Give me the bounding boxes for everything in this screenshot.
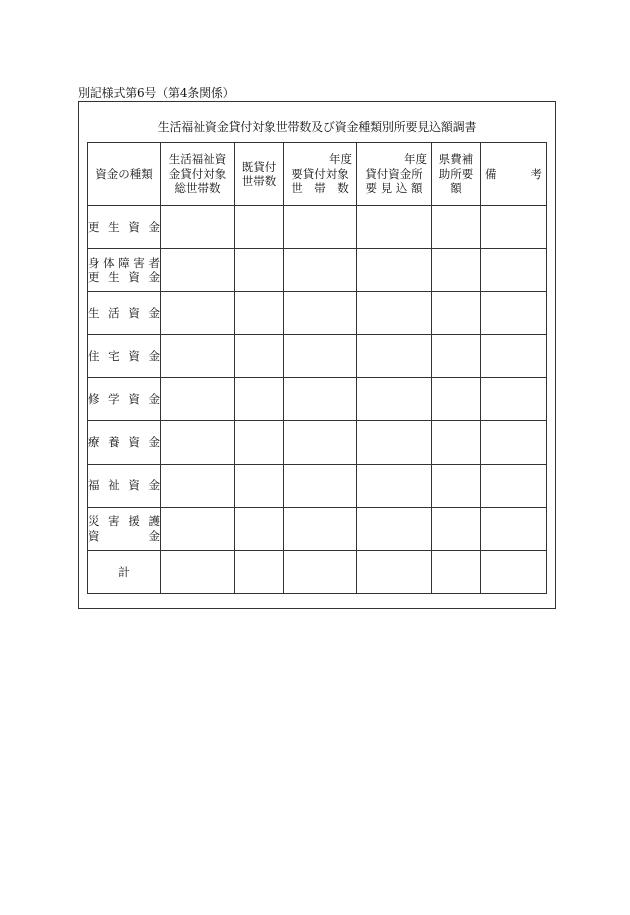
form-number-label: 別記様式第6号（第4条関係） [78,86,235,100]
char: 金 [148,305,160,320]
input-cell[interactable] [432,550,481,593]
char: 養 [108,435,120,450]
input-cell[interactable] [481,550,547,593]
input-cell[interactable] [284,206,357,249]
input-cell[interactable] [161,249,235,292]
input-cell[interactable] [235,206,284,249]
fund-row [88,206,547,249]
char: 金 [148,435,160,450]
fund-row [88,507,547,550]
header-year-funds-estimate: 年度 貸付資金所 要 見 込 額 [357,143,432,206]
input-cell[interactable] [481,507,547,550]
fund-type-label [88,507,161,550]
input-cell[interactable] [235,335,284,378]
header-total-households: 生活福祉資 金貸付対象 総世帯数 [161,143,235,206]
input-cell[interactable] [235,550,284,593]
fund-type-label [88,464,161,507]
input-cell[interactable] [481,249,547,292]
input-cell[interactable] [481,378,547,421]
input-cell[interactable] [357,507,432,550]
input-cell[interactable] [235,421,284,464]
char: 祉 [108,478,120,493]
input-cell[interactable] [235,249,284,292]
input-cell[interactable] [357,550,432,593]
total-label: 計 [88,550,161,593]
input-cell[interactable] [357,378,432,421]
char: 修 [88,392,100,407]
input-cell[interactable] [481,335,547,378]
char: 学 [108,392,120,407]
header-existing-households: 既貸付 世帯数 [235,143,284,206]
fund-type-line [88,514,160,529]
input-cell[interactable] [357,464,432,507]
input-cell[interactable] [481,464,547,507]
char: 生 [88,305,100,320]
char: 療 [88,435,100,450]
char: 資 [128,392,140,407]
fund-type-line [88,478,160,493]
char: 生 [108,270,120,285]
char: 害 [108,514,120,529]
header-year-required-households: 年度 要貸付対象 世 帯 数 [284,143,357,206]
input-cell[interactable] [284,249,357,292]
char: 金 [148,528,160,543]
input-cell[interactable] [284,292,357,335]
input-cell[interactable] [284,464,357,507]
input-cell[interactable] [161,507,235,550]
input-cell[interactable] [481,206,547,249]
char: 体 [103,255,115,270]
char: 活 [108,305,120,320]
form-frame [78,101,556,609]
char: 資 [128,478,140,493]
char: 障 [118,255,130,270]
document-title: 生活福祉資金貸付対象世帯数及び資金種類別所要見込額調書 [157,120,477,134]
fund-type-label [88,335,161,378]
input-cell[interactable] [235,507,284,550]
fund-row [88,378,547,421]
char: 資 [88,528,100,543]
char: 金 [148,392,160,407]
header-remarks: 備 考 [481,143,547,206]
char: 金 [148,478,160,493]
fund-row [88,464,547,507]
fund-type-line [88,529,160,544]
input-cell[interactable] [357,292,432,335]
fund-type-line [88,392,160,407]
input-cell[interactable] [284,507,357,550]
input-cell[interactable] [432,206,481,249]
char: 更 [88,219,100,234]
fund-row [88,421,547,464]
input-cell[interactable] [481,292,547,335]
fund-type-label [88,378,161,421]
char: 者 [148,255,160,270]
input-cell[interactable] [432,378,481,421]
input-cell[interactable] [161,335,235,378]
char: 資 [128,305,140,320]
fund-type-line [88,256,160,271]
char: 金 [148,349,160,364]
total-row [88,550,547,593]
input-cell[interactable] [235,292,284,335]
input-cell[interactable] [357,206,432,249]
char: 資 [128,270,140,285]
char: 害 [133,255,145,270]
input-cell[interactable] [357,421,432,464]
char: 住 [88,349,100,364]
fund-row [88,249,547,292]
input-cell[interactable] [432,292,481,335]
input-cell[interactable] [357,335,432,378]
input-cell[interactable] [161,550,235,593]
input-cell[interactable] [161,464,235,507]
char: 更 [88,270,100,285]
input-cell[interactable] [284,550,357,593]
fund-type-line [88,270,160,285]
header-row [88,143,547,206]
input-cell[interactable] [235,464,284,507]
fund-type-label [88,206,161,249]
char: 資 [128,435,140,450]
input-cell[interactable] [284,335,357,378]
char: 援 [128,514,140,529]
input-cell[interactable] [481,421,547,464]
input-cell[interactable] [161,206,235,249]
input-cell[interactable] [161,421,235,464]
input-cell[interactable] [284,378,357,421]
input-cell[interactable] [432,421,481,464]
input-cell[interactable] [432,335,481,378]
char: 身 [88,255,100,270]
funds-table [87,142,547,594]
header-prefecture-subsidy: 県費補 助所要 額 [432,143,481,206]
fund-row [88,335,547,378]
fund-row [88,292,547,335]
fund-type-line [88,306,160,321]
input-cell[interactable] [432,249,481,292]
input-cell[interactable] [161,292,235,335]
char: 災 [88,514,100,529]
char: 護 [148,514,160,529]
fund-type-label [88,292,161,335]
input-cell[interactable] [284,421,357,464]
fund-type-line [88,435,160,450]
input-cell[interactable] [357,249,432,292]
fund-type-line [88,220,160,235]
fund-type-label [88,249,161,292]
char: 金 [148,219,160,234]
char: 資 [128,219,140,234]
char: 福 [88,478,100,493]
fund-type-line [88,349,160,364]
input-cell[interactable] [432,507,481,550]
input-cell[interactable] [432,464,481,507]
char: 宅 [108,349,120,364]
fund-type-label [88,421,161,464]
input-cell[interactable] [161,378,235,421]
char: 生 [108,219,120,234]
input-cell[interactable] [235,378,284,421]
header-fund-kind: 資金の種類 [88,143,161,206]
char: 資 [128,349,140,364]
char: 金 [148,270,160,285]
